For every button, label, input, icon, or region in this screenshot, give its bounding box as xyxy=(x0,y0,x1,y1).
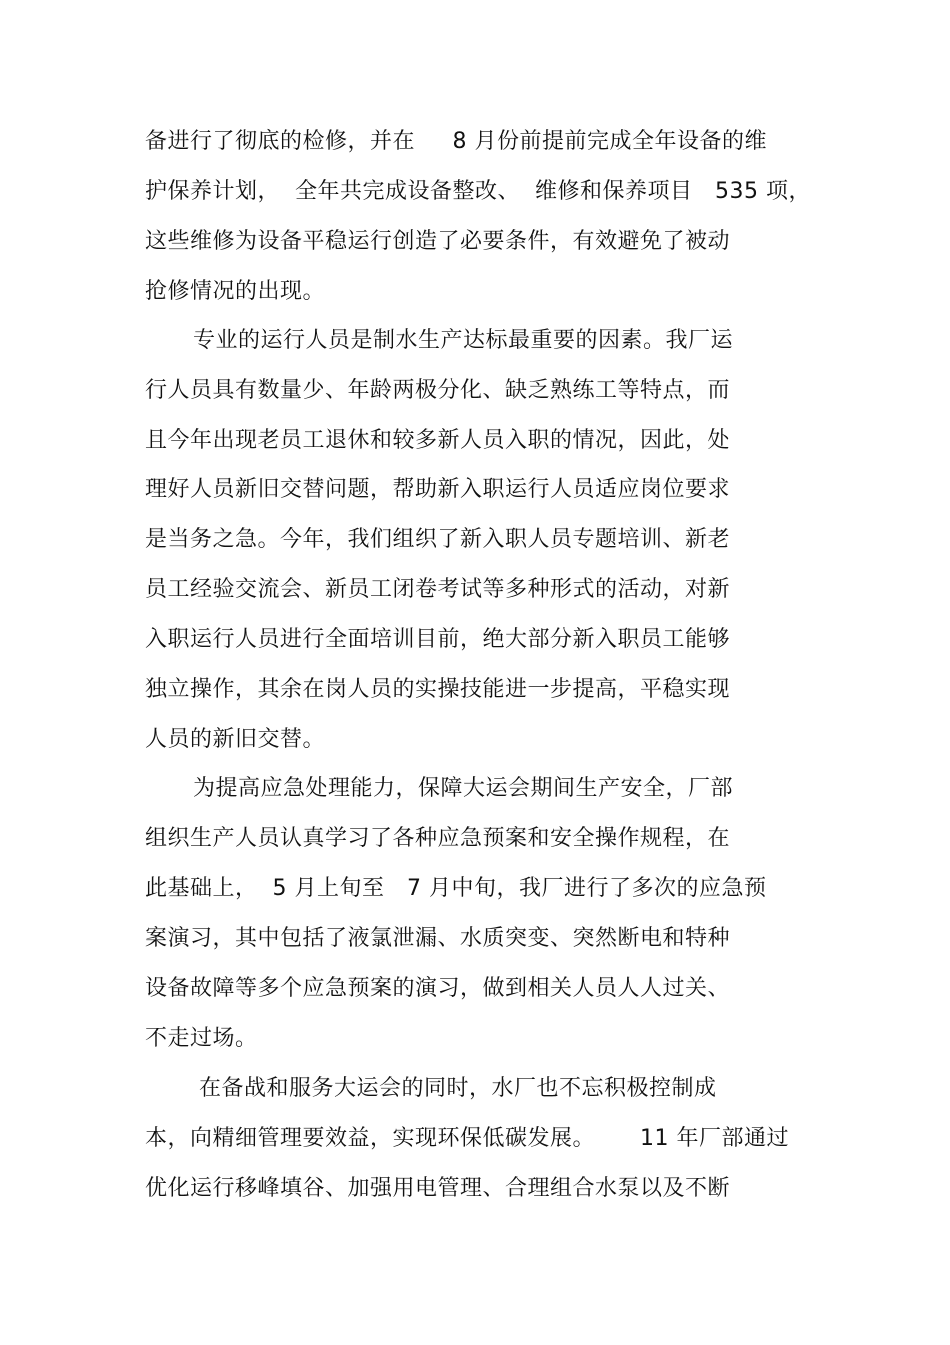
text-line: 且今年出现老员工退休和较多新人员入职的情况，因此，处 xyxy=(145,428,731,453)
text-line: 理好人员新旧交替问题，帮助新入职运行人员适应岗位要求 xyxy=(145,477,731,502)
text-line: 人员的新旧交替。 xyxy=(145,727,326,752)
text-line: 备进行了彻底的检修，并在 8 月份前提前完成全年设备的维 xyxy=(145,129,767,154)
text-line: 案演习，其中包括了液氯泄漏、水质突变、突然断电和特种 xyxy=(145,926,731,951)
text-line: 设备故障等多个应急预案的演习，做到相关人员人人过关、 xyxy=(145,976,731,1001)
text-line: 入职运行人员进行全面培训目前，绝大部分新入职员工能够 xyxy=(145,627,731,652)
text-line: 抢修情况的出现。 xyxy=(145,279,326,304)
text-line: 此基础上， 5 月上旬至 7 月中旬，我厂进行了多次的应急预 xyxy=(145,876,767,901)
text-line: 独立操作，其余在岗人员的实操技能进一步提高，平稳实现 xyxy=(145,677,731,702)
text-line: 是当务之急。今年，我们组织了新入职人员专题培训、新老 xyxy=(145,527,731,552)
text-line: 不走过场。 xyxy=(145,1026,258,1051)
paragraph-first-line: 专业的运行人员是制水生产达标最重要的因素。我厂运 xyxy=(193,328,734,353)
text-line: 本，向精细管理要效益，实现环保低碳发展。 11 年厂部通过 xyxy=(145,1126,789,1151)
text-line: 组织生产人员认真学习了各种应急预案和安全操作规程，在 xyxy=(145,826,731,851)
paragraph-first-line: 在备战和服务大运会的同时，水厂也不忘积极控制成 xyxy=(199,1076,717,1101)
text-line: 行人员具有数量少、年龄两极分化、缺乏熟练工等特点，而 xyxy=(145,378,731,403)
text-line: 护保养计划， 全年共完成设备整改、 维修和保养项目 535 项， xyxy=(145,179,811,204)
text-line: 优化运行移峰填谷、加强用电管理、合理组合水泵以及不断 xyxy=(145,1176,731,1201)
paragraph-first-line: 为提高应急处理能力，保障大运会期间生产安全，厂部 xyxy=(193,776,734,801)
text-line: 这些维修为设备平稳运行创造了必要条件，有效避免了被动 xyxy=(145,229,731,254)
text-line: 员工经验交流会、新员工闭卷考试等多种形式的活动，对新 xyxy=(145,577,731,602)
